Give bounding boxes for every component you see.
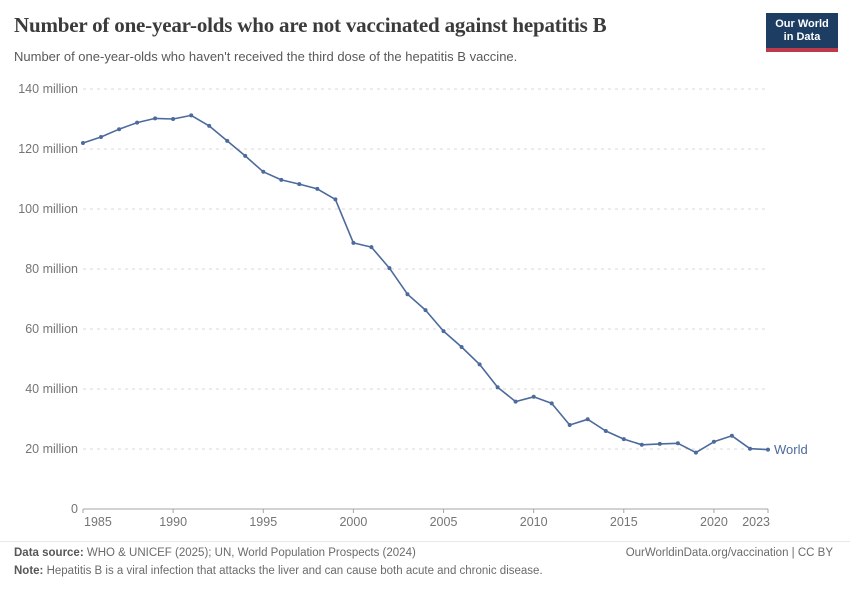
- data-point: [315, 187, 319, 191]
- data-point: [622, 437, 626, 441]
- data-point: [748, 447, 752, 451]
- y-axis-label: 80 million: [25, 262, 78, 276]
- data-point: [99, 135, 103, 139]
- data-point: [550, 401, 554, 405]
- data-line-world: [83, 115, 768, 452]
- data-point: [117, 127, 121, 131]
- x-axis-label: 1995: [249, 515, 278, 529]
- data-point: [406, 292, 410, 296]
- data-point: [766, 448, 770, 452]
- x-axis-label: 2005: [429, 515, 458, 529]
- note-text: Hepatitis B is a viral infection that attacks the liver and can cause both acute and chronic disease.: [43, 565, 543, 577]
- data-point: [460, 345, 464, 349]
- data-point: [279, 178, 283, 182]
- y-axis-label: 40 million: [25, 382, 78, 396]
- data-point: [351, 241, 355, 245]
- data-point: [81, 141, 85, 145]
- data-point: [712, 440, 716, 444]
- y-axis-label: 20 million: [25, 442, 78, 456]
- x-axis-label: 2023: [742, 515, 770, 529]
- data-point: [532, 395, 536, 399]
- x-axis-label: 1990: [159, 515, 188, 529]
- data-point: [189, 113, 193, 117]
- data-point: [243, 154, 247, 158]
- data-point: [478, 362, 482, 366]
- chart-note: [14, 565, 543, 577]
- x-axis-label: 2015: [609, 515, 638, 529]
- y-axis-label: 0: [71, 502, 78, 516]
- data-point: [333, 197, 337, 201]
- data-point: [568, 423, 572, 427]
- footer-divider: [0, 541, 850, 542]
- data-point: [586, 417, 590, 421]
- data-point: [207, 124, 211, 128]
- data-point: [640, 443, 644, 447]
- data-point: [135, 121, 139, 125]
- y-axis-label: 60 million: [25, 322, 78, 336]
- data-point: [496, 385, 500, 389]
- owid-logo-line2: in Data: [783, 31, 821, 43]
- data-source-label: Data source:: [14, 547, 84, 559]
- x-axis-label: 2010: [519, 515, 548, 529]
- data-point: [514, 400, 518, 404]
- data-point: [604, 429, 608, 433]
- data-point: [730, 434, 734, 438]
- attribution-link[interactable]: OurWorldinData.org/vaccination | CC BY: [625, 547, 833, 559]
- data-point: [171, 117, 175, 121]
- owid-logo-line1: Our World: [775, 18, 829, 30]
- y-axis-label: 120 million: [18, 142, 78, 156]
- data-point: [225, 139, 229, 143]
- x-axis-label: 2000: [339, 515, 368, 529]
- data-point: [387, 266, 391, 270]
- y-axis-label: 140 million: [18, 82, 78, 96]
- x-axis-label: 1985: [84, 515, 112, 529]
- data-point: [369, 245, 373, 249]
- data-source: [14, 547, 416, 559]
- x-axis-label: 2020: [700, 515, 728, 529]
- data-point: [261, 170, 265, 174]
- series-end-label: World: [774, 442, 808, 458]
- data-point: [694, 451, 698, 455]
- data-point: [676, 441, 680, 445]
- data-point: [424, 308, 428, 312]
- data-point: [153, 116, 157, 120]
- data-point: [442, 329, 446, 333]
- note-label: Note:: [14, 565, 44, 577]
- chart-subtitle: Number of one-year-olds who haven't received the third dose of the hepatitis B vaccine.: [14, 49, 518, 64]
- data-source-text: WHO & UNICEF (2025); UN, World Population Prospects (2024): [83, 547, 416, 559]
- y-axis-label: 100 million: [18, 202, 78, 216]
- data-point: [658, 442, 662, 446]
- data-point: [297, 182, 301, 186]
- page-title: Number of one-year-olds who are not vaccinated against hepatitis B: [14, 13, 607, 37]
